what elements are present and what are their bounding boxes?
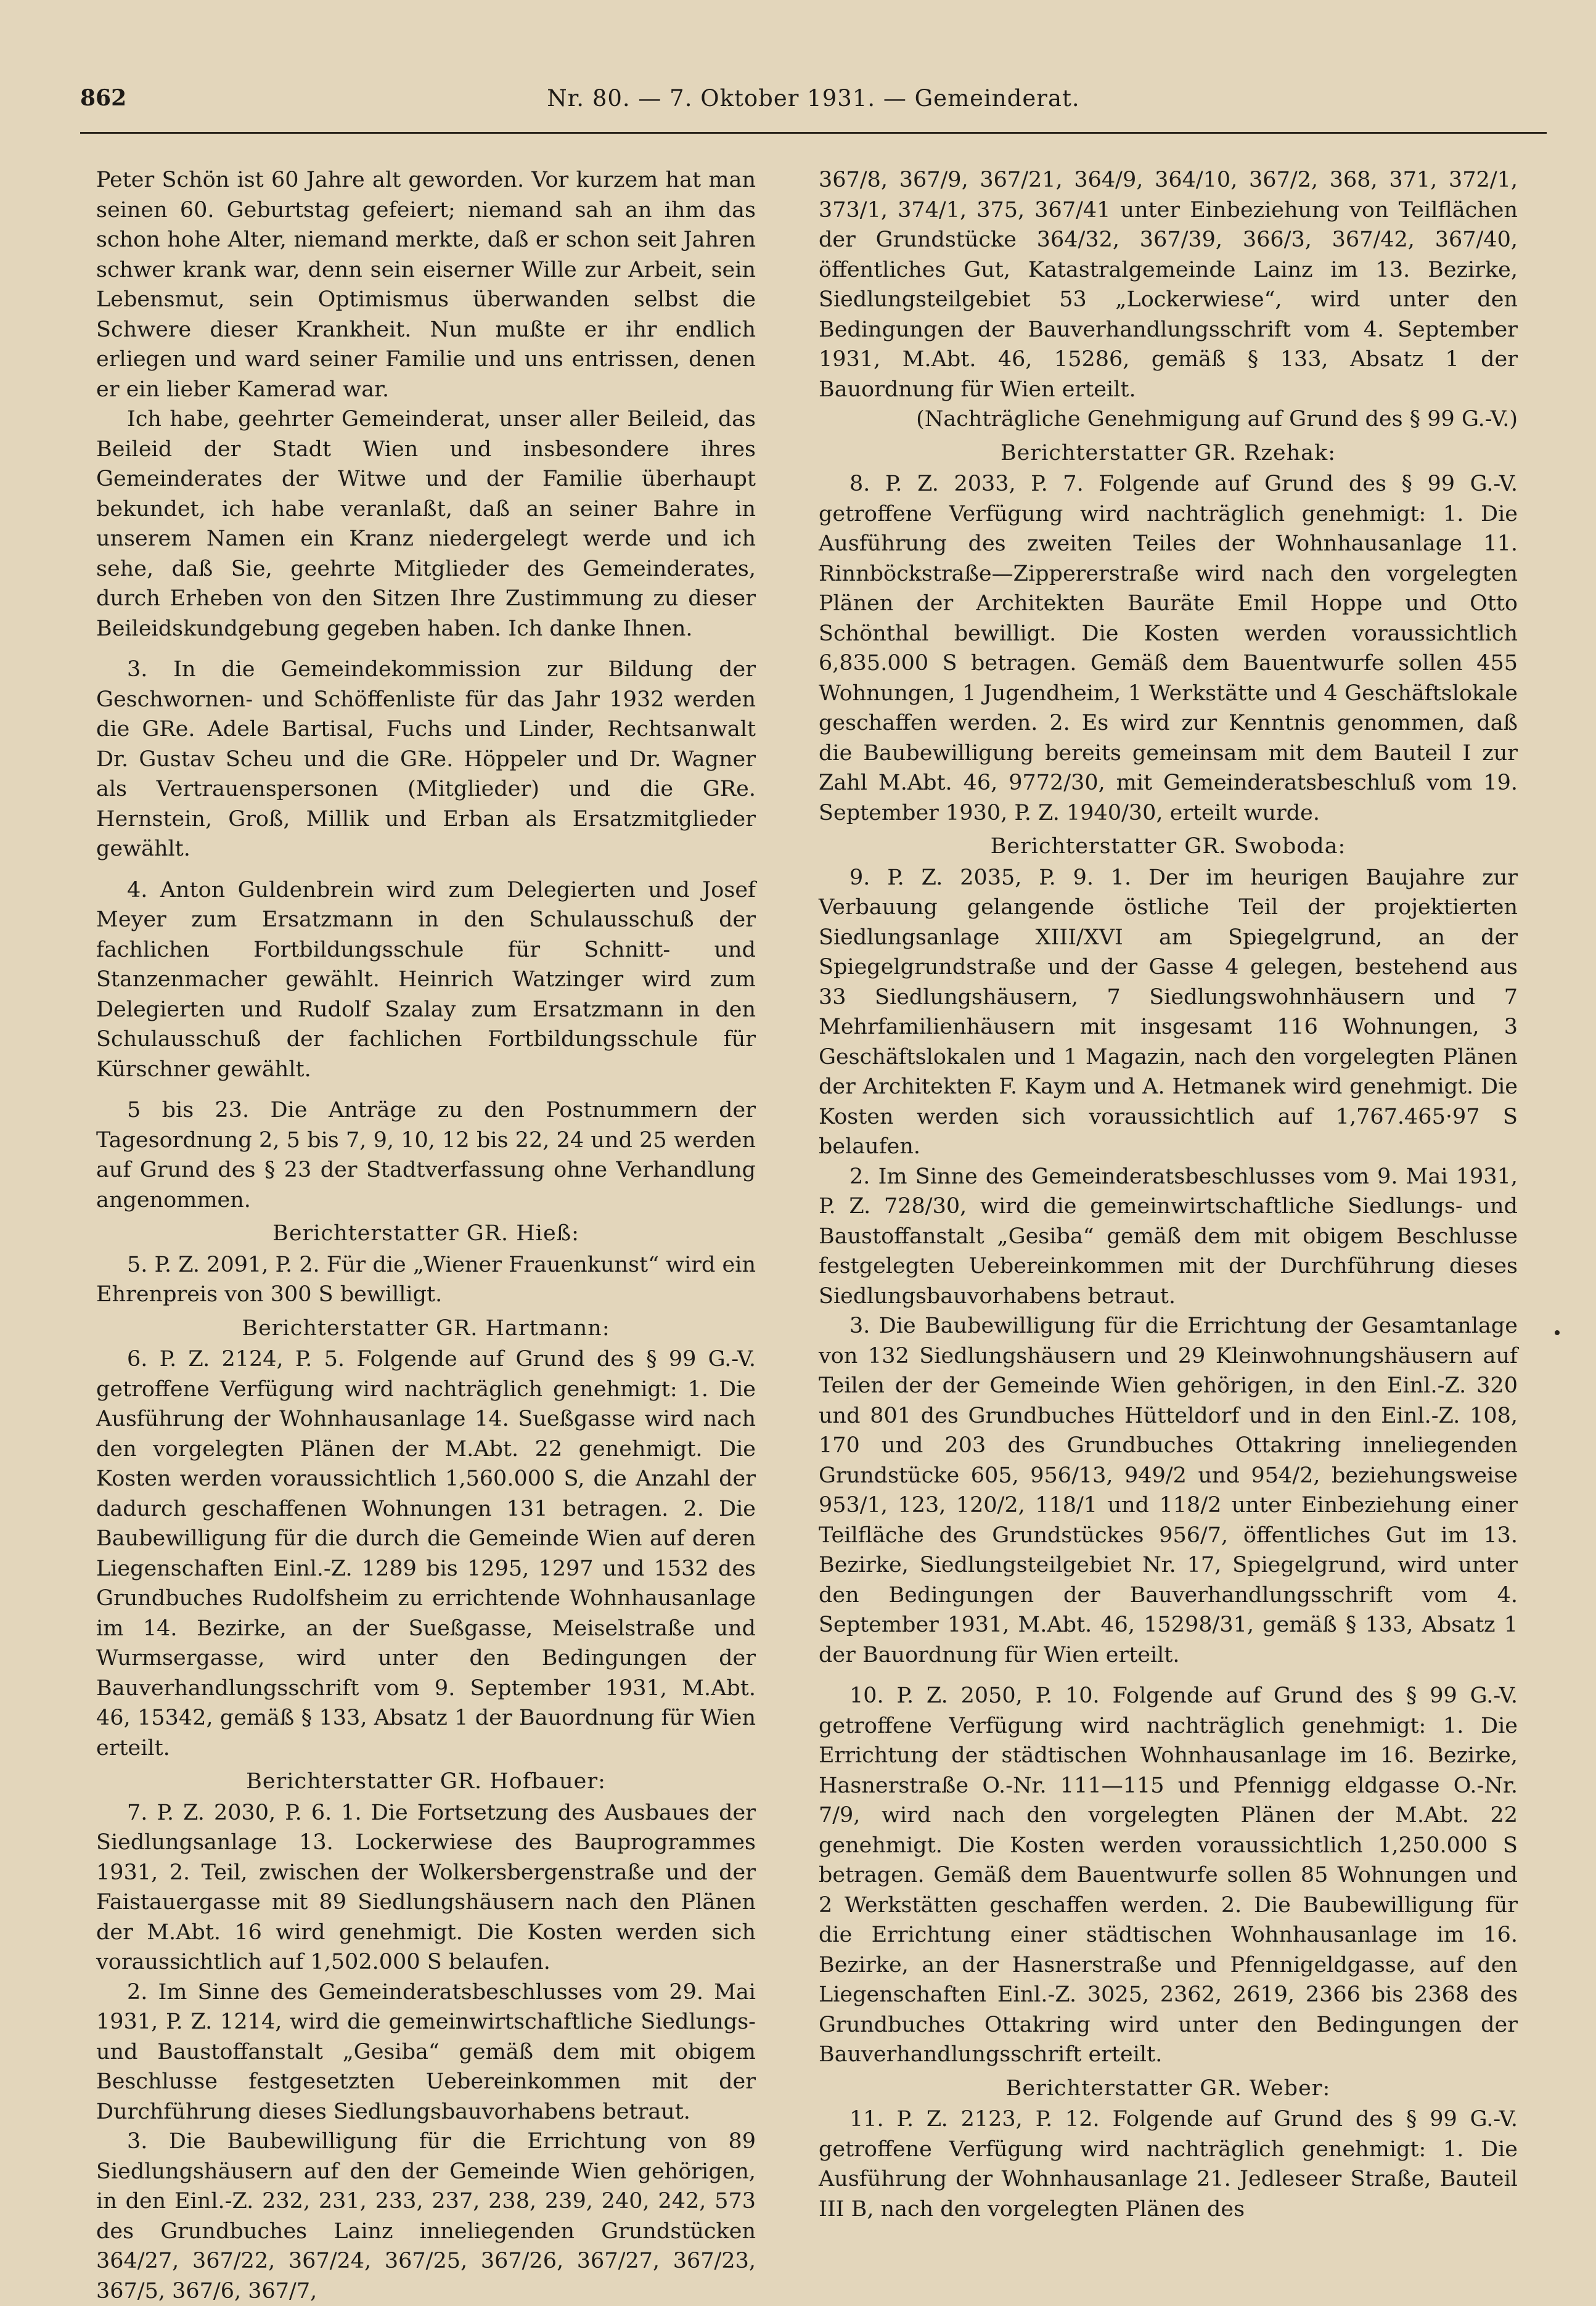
page-number: 862 [80,85,127,111]
paragraph: 8. P. Z. 2033, P. 7. Folgende auf Grund des § 99 G.-V. getroffene Verfügung wird nachträglich genehmigt: 1. Die Ausführung des zweiten Teiles der Wohnhausanlage 11. Rinnböckstraße—Zippererstraße wird nach den vorgelegten Plänen der Architekten Bauräte Emil Hoppe und Otto Schönthal bewilligt. Die Kosten werden voraussichtlich 6,835.000 S betragen. Gemäß dem Bauentwurfe sollen 455 Wohnungen, 1 Jugendheim, 1 Werkstätte und 4 Geschäftslokale geschaffen werden. 2. Es wird zur Kenntnis genommen, daß die Baubewilligung bereits gemeinsam mit dem Bauteil I zur Zahl M.Abt. 46, 9772/30, mit Gemeinderatsbeschluß vom 19. September 1930, P. Z. 1940/30, erteilt wurde. [819,472,1518,825]
right-column [819,165,1518,2222]
reporter-heading: Berichterstatter GR. Weber: [1005,2075,1331,2101]
reporter-heading: Berichterstatter GR. Hieß: [272,1221,579,1246]
paragraph: 3. Die Baubewilligung für die Errichtung von 89 Siedlungshäusern auf den der Gemeinde Wien gehörigen, in den Einl.-Z. 232, 231, 233, 237, 238, 239, 240, 242, 573 des Grundbuches Lainz inneliegenden Grundstücken 364/27, 367/22, 367/24, 367/25, 367/26, 367/27, 367/23, 367/5, 367/6, 367/7, [96,2129,756,2304]
paragraph: 2. Im Sinne des Gemeinderatsbeschlusses vom 29. Mai 1931, P. Z. 1214, wird die gemeinwirtschaftliche Siedlungs- und Baustoffanstalt „Gesiba“ gemäß dem mit obigem Beschlusse festgesetzten Uebereinkommen mit der Durchführung dieses Siedlungsbauvorhabens betraut. [96,1979,756,2124]
running-title: Nr. 80. — 7. Oktober 1931. — Gemeinderat. [547,85,1080,112]
paragraph: 2. Im Sinne des Gemeinderatsbeschlusses vom 9. Mai 1931, P. Z. 728/30, wird die gemeinwirtschaftliche Siedlungs- und Baustoffanstalt „Gesiba“ gemäß dem mit obigem Beschlusse festgelegten Uebereinkommen mit der Durchführung dieses Siedlungsbauvorhabens betraut. [819,1164,1518,1309]
paragraph: 5. P. Z. 2091, P. 2. Für die „Wiener Frauenkunst“ wird ein Ehrenpreis von 300 S bewilligt. [96,1252,756,1307]
paragraph: 4. Anton Guldenbrein wird zum Delegierten und Josef Meyer zum Ersatzmann in den Schulausschuß der fachlichen Fortbildungsschule für Schnitt- und Stanzenmacher gewählt. Heinrich Watzinger wird zum Delegierten und Rudolf Szalay zum Ersatzmann in den Schulausschuß der fachlichen Fortbildungsschule für Kürschner gewählt. [96,877,756,1082]
paragraph: (Nachträgliche Genehmigung auf Grund des § 99 G.-V.) [916,407,1518,431]
reporter-heading: Berichterstatter GR. Rzehak: [1000,440,1336,465]
paragraph: 10. P. Z. 2050, P. 10. Folgende auf Grund des § 99 G.-V. getroffene Verfügung wird nachträglich genehmigt: 1. Die Errichtung der städtischen Wohnhausanlage im 16. Bezirke, Hasnerstraße O.-Nr. 111—115 und Pfennigg eldgasse O.-Nr. 7/9, wird nach den vorgelegten Plänen der M.Abt. 22 genehmigt. Die Kosten werden voraussichtlich 1,250.000 S betragen. Gemäß dem Bauentwurfe sollen 85 Wohnungen und 2 Werkstätten geschaffen werden. 2. Die Baubewilligung für die Errichtung einer städtischen Wohnhausanlage im 16. Bezirke, an der Hasnerstraße und Pfennigeldgasse, auf den Liegenschaften Einl.-Z. 3025, 2362, 2619, 2366 bis 2368 des Grundbuches Ottakring wird unter den Bedingungen der Bauverhandlungsschrift erteilt. [819,1683,1518,2067]
header-rule [80,132,1547,134]
reporter-heading: Berichterstatter GR. Hofbauer: [246,1769,606,1794]
paragraph: Ich habe, geehrter Gemeinderat, unser aller Beileid, das Beileid der Stadt Wien und insbesondere ihres Gemeinderates der Witwe und der Familie überhaupt bekundet, ich habe veranlaßt, daß an seiner Bahre in unserem Namen ein Kranz niedergelegt werde und ich sehe, daß Sie, geehrte Mitglieder des Gemeinderates, durch Erheben von den Sitzen Ihre Zustimmung zu dieser Beileidskundgebung gegeben haben. Ich danke Ihnen. [96,407,756,641]
reporter-heading: Berichterstatter GR. Hartmann: [242,1315,610,1341]
paragraph: 3. Die Baubewilligung für die Errichtung der Gesamtanlage von 132 Siedlungshäusern und 29 Kleinwohnungshäusern auf Teilen der der Gemeinde Wien gehörigen, in den Einl.-Z. 320 und 801 des Grundbuches Hütteldorf und in den Einl.-Z. 108, 170 und 203 des Grundbuches Ottakring inneliegenden Grundstücke 605, 956/13, 949/2 und 954/2, beziehungsweise 953/1, 123, 120/2, 118/1 und 118/2 unter Einbeziehung einer Teilfläche des Grundstückes 956/7, öffentliches Gut im 13. Bezirke, Siedlungsteilgebiet Nr. 17, Spiegelgrund, wird unter den Bedingungen der Bauverhandlungsschrift vom 4. September 1931, M.Abt. 46, 15298/31, gemäß § 133, Absatz 1 der Bauordnung für Wien erteilt. [819,1314,1518,1667]
paragraph: 5 bis 23. Die Anträge zu den Postnummern der Tagesordnung 2, 5 bis 7, 9, 10, 12 bis 22, 24 und 25 werden auf Grund des § 23 der Stadtverfassung ohne Verhandlung angenommen. [96,1098,756,1212]
page-header [80,85,1547,122]
paragraph: 11. P. Z. 2123, P. 12. Folgende auf Grund des § 99 G.-V. getroffene Verfügung wird nachträglich genehmigt: 1. Die Ausführung der Wohnhausanlage 21. Jedleseer Straße, Bauteil III B, nach den vorgelegten Plänen des [819,2107,1518,2222]
paragraph: 6. P. Z. 2124, P. 5. Folgende auf Grund des § 99 G.-V. getroffene Verfügung wird nachträglich genehmigt: 1. Die Ausführung der Wohnhausanlage 14. Sueßgasse wird nach den vorgelegten Plänen der M.Abt. 22 genehmigt. Die Kosten werden voraussichtlich 1,560.000 S, die Anzahl der dadurch geschaffenen Wohnungen 131 betragen. 2. Die Baubewilligung für die durch die Gemeinde Wien auf deren Liegenschaften Einl.-Z. 1289 bis 1295, 1297 und 1532 des Grundbuches Rudolfsheim zu errichtende Wohnhausanlage im 14. Bezirke, an der Sueßgasse, Meiselstraße und Wurmsergasse, wird unter den Bedingungen der Bauverhandlungsschrift vom 9. September 1931, M.Abt. 46, 15342, gemäß § 133, Absatz 1 der Bauordnung für Wien erteilt. [96,1347,756,1760]
paragraph: Peter Schön ist 60 Jahre alt geworden. Vor kurzem hat man seinen 60. Geburtstag gefeiert; niemand sah an ihm das schon hohe Alter, niemand merkte, daß er schon seit Jahren schwer krank war, denn sein eiserner Wille zur Arbeit, sein Lebensmut, sein Optimismus überwanden selbst die Schwere dieser Krankheit. Nun mußte er ihr endlich erliegen und ward seiner Familie und uns entrissen, denen er ein lieber Kamerad war. [96,168,756,402]
paragraph: 9. P. Z. 2035, P. 9. 1. Der im heurigen Baujahre zur Verbauung gelangende östliche Teil der projektierten Siedlungsanlage XIII/XVI am Spiegelgrund, an der Spiegelgrundstraße und der Gasse 4 gelegen, bestehend aus 33 Siedlungshäusern, 7 Siedlungswohnhäusern und 7 Mehrfamilienhäusern mit insgesamt 116 Wohnungen, 3 Geschäftslokalen und 1 Magazin, nach den vorgelegten Plänen der Architekten F. Kaym und A. Hetmanek wird genehmigt. Die Kosten werden sich voraussichtlich auf 1,767.465·97 S belaufen. [819,865,1518,1159]
left-column [96,165,756,2304]
paragraph: 7. P. Z. 2030, P. 6. 1. Die Fortsetzung des Ausbaues der Siedlungsanlage 13. Lockerwiese des Bauprogrammes 1931, 2. Teil, zwischen der Wolkersbergenstraße und der Faistauergasse mit 89 Siedlungshäusern nach den Plänen der M.Abt. 16 wird genehmigt. Die Kosten werden sich voraussichtlich auf 1,502.000 S belaufen. [96,1800,756,1974]
paragraph: 367/8, 367/9, 367/21, 364/9, 364/10, 367/2, 368, 371, 372/1, 373/1, 374/1, 375, 367/41 unter Einbeziehung von Teilflächen der Grundstücke 364/32, 367/39, 366/3, 367/42, 367/40, öffentliches Gut, Katastralgemeinde Lainz im 13. Bezirke, Siedlungsteilgebiet 53 „Lockerwiese“, wird unter den Bedingungen der Bauverhandlungsschrift vom 4. September 1931, M.Abt. 46, 15286, gemäß § 133, Absatz 1 der Bauordnung für Wien erteilt. [819,168,1518,402]
margin-dot [1555,1330,1560,1335]
reporter-heading: Berichterstatter GR. Swoboda: [990,834,1346,859]
paragraph: 3. In die Gemeindekommission zur Bildung der Geschwornen- und Schöffenliste für das Jahr 1932 werden die GRe. Adele Bartisal, Fuchs und Linder, Rechtsanwalt Dr. Gustav Scheu und die GRe. Höppeler und Dr. Wagner als Vertrauenspersonen (Mitglieder) und die GRe. Hernstein, Groß, Millik und Erban als Ersatzmitglieder gewählt. [96,657,756,861]
